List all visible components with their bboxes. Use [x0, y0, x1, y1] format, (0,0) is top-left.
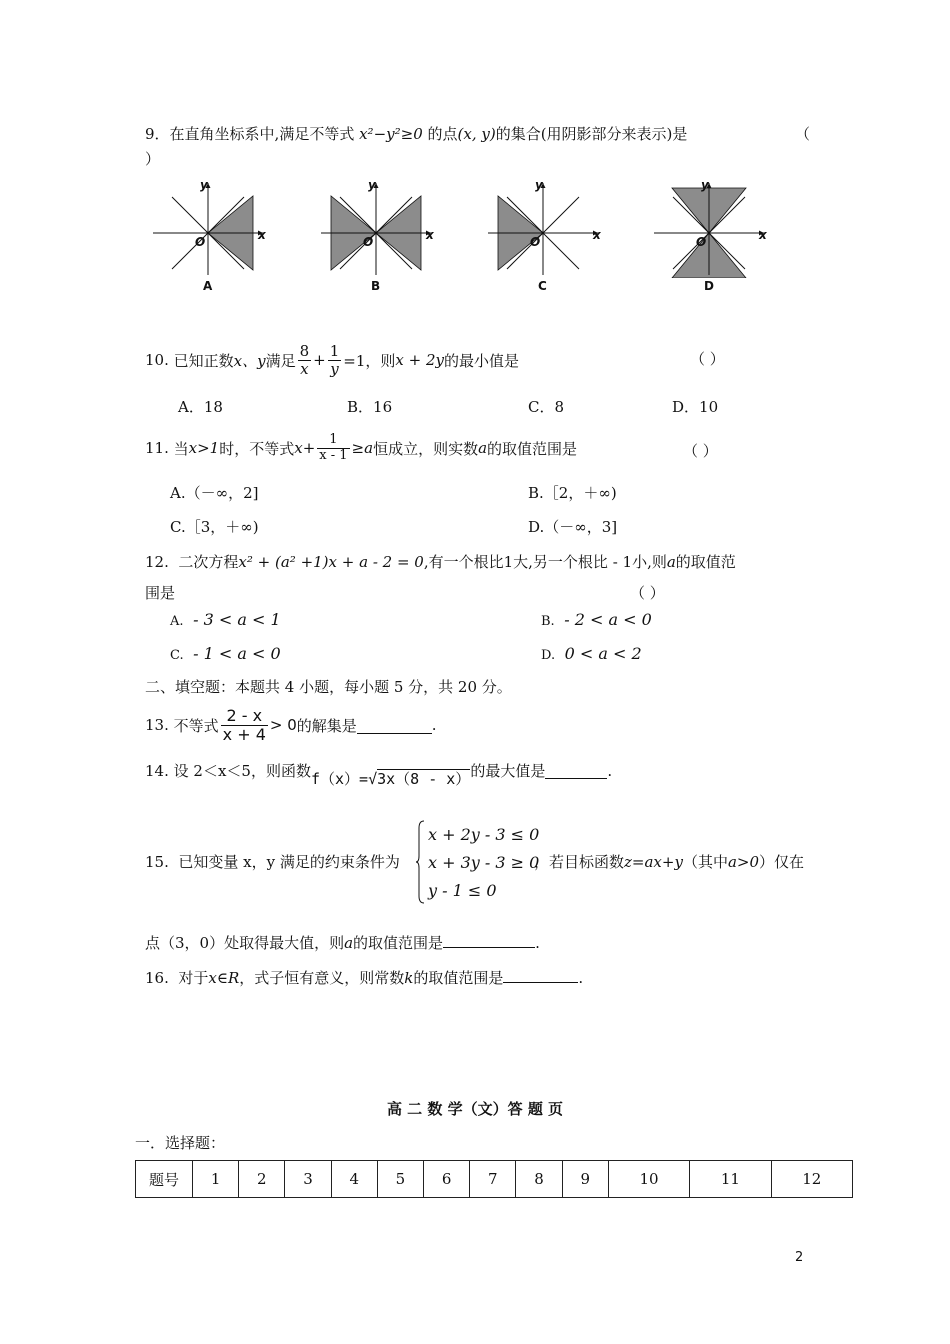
q9-inequality: x²−y²≥0 [359, 125, 423, 143]
table-cell: 6 [424, 1161, 470, 1198]
section2-heading: 二、填空题：本题共 4 小题，每小题 5 分，共 20 分。 [145, 678, 512, 696]
q16-answer-blank[interactable] [503, 966, 578, 983]
q15-constraint-1: x + 2y - 3 ≤ 0 [428, 825, 540, 844]
answer-section1: 一．选择题： [135, 1134, 226, 1152]
axis-label-x: x [258, 228, 266, 242]
q11-option-d: D.（－∞，3] [528, 518, 618, 536]
q9-graph-d [651, 178, 771, 293]
q10-frac2: $\frac{1}{y}$ [329, 342, 340, 378]
table-header-cell: 题号 [136, 1161, 193, 1198]
q11-line: 11. 当 x>1 时，不等式 x+ $\frac{1}{x - 1}$ ≥a 恒成立，则实数 a 的取值范围是 [145, 432, 578, 463]
graph-option-label: A [203, 279, 213, 293]
axis-label-y: y [368, 178, 376, 192]
table-cell: 12 [771, 1161, 852, 1198]
axis-label-x: x [593, 228, 601, 242]
page-number: 2 [795, 1250, 804, 1265]
axis-label-y: y [701, 178, 709, 192]
q9-number: 9． [145, 125, 170, 143]
q14-answer-blank[interactable] [545, 762, 607, 779]
q14-line: 14. 设 2＜x＜5，则函数 f（x）= √3x（8 - x） 的最大值是 . [145, 761, 613, 788]
q15-number: 15. [145, 853, 169, 871]
q12-option-c: C. - 1 < a < 0 [170, 644, 281, 663]
q9-graph-svg [485, 178, 605, 278]
q15-line1: 15. 已知变量 x，y 满足的约束条件为 [145, 853, 400, 871]
origin-label: O [530, 235, 541, 249]
q13-frac: $\frac{2 - x}{x + 4}$ [222, 705, 266, 744]
table-cell: 3 [285, 1161, 331, 1198]
q9-graph-svg [150, 178, 270, 278]
axis-label-y: y [200, 178, 208, 192]
q15-line2: 点（3，0）处取得最大值，则a的取值范围是 . [145, 931, 540, 953]
q10-line: 10. 已知正数 x、y 满足 $\frac{8}{x}$ + $\frac{1}{y}$ =1，则 x + 2y 的最小值是 [145, 342, 520, 378]
q12-line2: 围是 [145, 584, 176, 602]
axis-label-y: y [535, 178, 543, 192]
q9-line: 9．在直角坐标系中,满足不等式 x²−y²≥0 的点(x, y)的集合(用阴影部分来表示)是 [145, 125, 688, 143]
q12-option-a: A. - 3 < a < 1 [170, 610, 281, 629]
table-cell: 10 [608, 1161, 689, 1198]
q13-line: 13. 不等式 $\frac{2 - x}{x + 4}$ > 0 的解集是 . [145, 705, 437, 744]
q10-option-d: D．10 [672, 398, 719, 416]
q11-paren: （ ） [683, 442, 718, 460]
table-cell: 9 [562, 1161, 608, 1198]
q12-equation: x² + (a² +1)x + a - 2 = 0 [238, 553, 424, 571]
q9-graph-c [485, 178, 605, 293]
graph-option-label: B [371, 279, 381, 293]
q16-line: 16. 对于x∈R，式子恒有意义，则常数k的取值范围是 . [145, 966, 583, 988]
q15-constraint-2: x + 3y - 3 ≥ 0 [428, 853, 540, 872]
q9-graph-a [150, 178, 270, 293]
table-cell: 4 [331, 1161, 377, 1198]
q13-answer-blank[interactable] [357, 717, 432, 734]
q10-frac1: $\frac{8}{x}$ [299, 342, 310, 378]
table-cell: 2 [239, 1161, 285, 1198]
q10-number: 10. [145, 351, 169, 369]
table-cell: 7 [470, 1161, 516, 1198]
q15-line1-tail: ，若目标函数z=ax+y（其中a>0）仅在 [534, 853, 805, 871]
answer-table [135, 1160, 853, 1198]
q10-option-c: C．8 [528, 398, 565, 416]
q11-option-c: C.［3，＋∞) [170, 518, 259, 536]
q12-option-b: B. - 2 < a < 0 [541, 610, 652, 629]
table-cell: 8 [516, 1161, 562, 1198]
origin-label: O [696, 235, 707, 249]
q12-option-d: D. 0 < a < 2 [541, 644, 642, 663]
q14-sqrt: √3x（8 - x） [368, 770, 471, 788]
origin-label: O [195, 235, 206, 249]
q15-constraint-3: y - 1 ≤ 0 [428, 881, 497, 900]
q13-number: 13. [145, 716, 169, 734]
q15-answer-blank[interactable] [443, 931, 535, 948]
q9-paren-open: （ [795, 125, 811, 143]
graph-option-label: C [538, 279, 547, 293]
q10-option-a: A．18 [178, 398, 223, 416]
graph-option-label: D [704, 279, 714, 293]
q11-option-b: B.［2，＋∞) [528, 484, 617, 502]
q11-frac: $\frac{1}{x - 1}$ [319, 432, 348, 463]
q9-paren-close: ） [145, 150, 161, 168]
q9-graph-b [318, 178, 438, 293]
q15-brace [415, 820, 425, 904]
q12-number: 12. [145, 553, 169, 571]
q12-line1: 12. 二次方程x² + (a² +1)x + a - 2 = 0,有一个根比1大,另一个根比 - 1小,则a的取值范 [145, 553, 736, 571]
axis-label-x: x [759, 228, 767, 242]
q9-graph-svg [651, 178, 771, 278]
q12-paren: （ ） [630, 584, 665, 602]
q9-graph-svg [318, 178, 438, 278]
q16-number: 16. [145, 969, 169, 987]
table-cell: 1 [193, 1161, 239, 1198]
q11-option-a: A.（－∞，2] [170, 484, 259, 502]
axis-arrow-icon [541, 183, 599, 236]
table-cell: 5 [377, 1161, 423, 1198]
table-row [136, 1161, 853, 1198]
q14-number: 14. [145, 761, 169, 780]
axis-label-x: x [426, 228, 434, 242]
q10-option-b: B．16 [347, 398, 393, 416]
table-cell: 11 [690, 1161, 771, 1198]
q10-paren: （ ） [690, 350, 725, 368]
origin-label: O [363, 235, 374, 249]
answer-page-title: 高 二 数 学（文）答 题 页 [386, 1100, 564, 1118]
q11-number: 11. [145, 439, 169, 457]
